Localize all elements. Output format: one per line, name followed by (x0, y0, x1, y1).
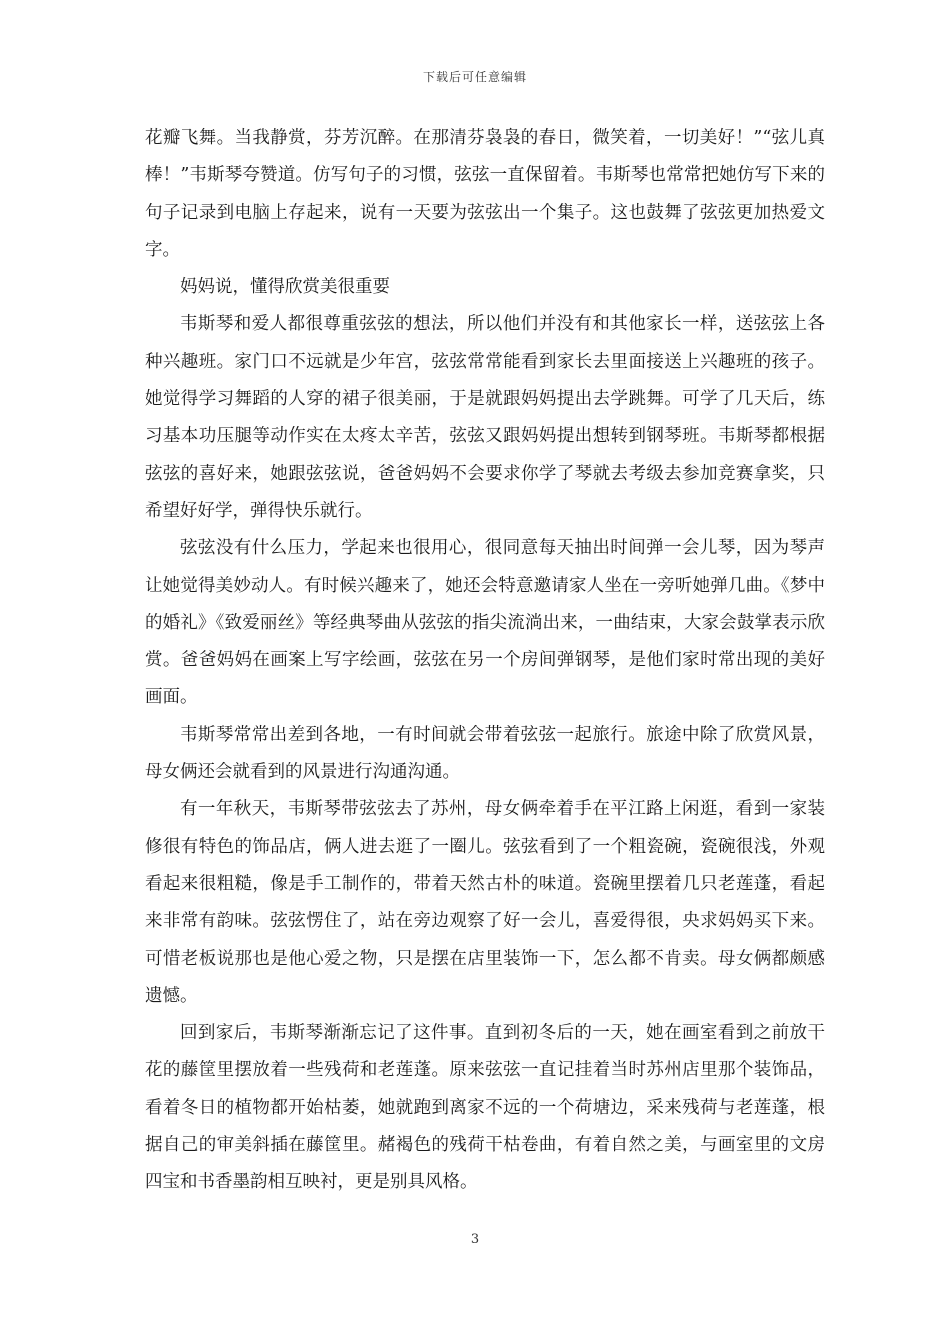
paragraph: 韦斯琴常常出差到各地，一有时间就会带着弦弦一起旅行。旅途中除了欣赏风景，母女俩还会就看到的风景进行沟通沟通。 (145, 724, 825, 783)
section-heading: 妈妈说，懂得欣赏美很重要 (180, 277, 390, 298)
document-body (145, 120, 825, 1202)
page-number: 3 (470, 1232, 480, 1247)
paragraph: 韦斯琴和爱人都很尊重弦弦的想法，所以他们并没有和其他家长一样，送弦弦上各种兴趣班。家门口不远就是少年宫，弦弦常常能看到家长去里面接送上兴趣班的孩子。她觉得学习舞蹈的人穿的裙子很美丽，于是就跟妈妈提出去学跳舞。可学了几天后，练习基本功压腿等动作实在太疼太辛苦，弦弦又跟妈妈提出想转到钢琴班。韦斯琴都根据弦弦的喜好来，她跟弦弦说，爸爸妈妈不会要求你学了琴就去考级去参加竞赛拿奖，只希望好好学，弹得快乐就行。 (145, 314, 825, 521)
paragraph-continued: 花瓣飞舞。当我静赏，芬芳沉醉。在那清芬袅袅的春日，微笑着，一切美好！”“弦儿真棒！”韦斯琴夸赞道。仿写句子的习惯，弦弦一直保留着。韦斯琴也常常把她仿写下来的句子记录到电脑上存起来，说有一天要为弦弦出一个集子。这也鼓舞了弦弦更加热爱文字。 (145, 128, 825, 260)
page-header: 下载后可任意编辑 (422, 70, 527, 84)
paragraph: 回到家后，韦斯琴渐渐忘记了这件事。直到初冬后的一天，她在画室看到之前放干花的藤筐里摆放着一些残荷和老莲蓬。原来弦弦一直记挂着当时苏州店里那个装饰品，看着冬日的植物都开始枯萎，她就跑到离家不远的一个荷塘边，采来残荷与老莲蓬，根据自己的审美斜插在藤筐里。赭褐色的残荷干枯卷曲，有着自然之美，与画室里的文房四宝和书香墨韵相互映衬，更是别具风格。 (145, 1023, 825, 1193)
paragraph: 弦弦没有什么压力，学起来也很用心，很同意每天抽出时间弹一会儿琴，因为琴声让她觉得美妙动人。有时候兴趣来了，她还会特意邀请家人坐在一旁听她弹几曲。《梦中的婚礼》《致爱丽丝》等经典琴曲从弦弦的指尖流淌出来，一曲结束，大家会鼓掌表示欣赏。爸爸妈妈在画案上写字绘画，弦弦在另一个房间弹钢琴，是他们家时常出现的美好画面。 (145, 538, 825, 708)
paragraph: 有一年秋天，韦斯琴带弦弦去了苏州，母女俩牵着手在平江路上闲逛，看到一家装修很有特色的饰品店，俩人进去逛了一圈儿。弦弦看到了一个粗瓷碗，瓷碗很浅，外观看起来很粗糙，像是手工制作的，带着天然古朴的味道。瓷碗里摆着几只老莲蓬，看起来非常有韵味。弦弦愣住了，站在旁边观察了好一会儿，喜爱得很，央求妈妈买下来。可惜老板说那也是他心爱之物，只是摆在店里装饰一下，怎么都不肯卖。母女俩都颇感遗憾。 (145, 799, 825, 1006)
